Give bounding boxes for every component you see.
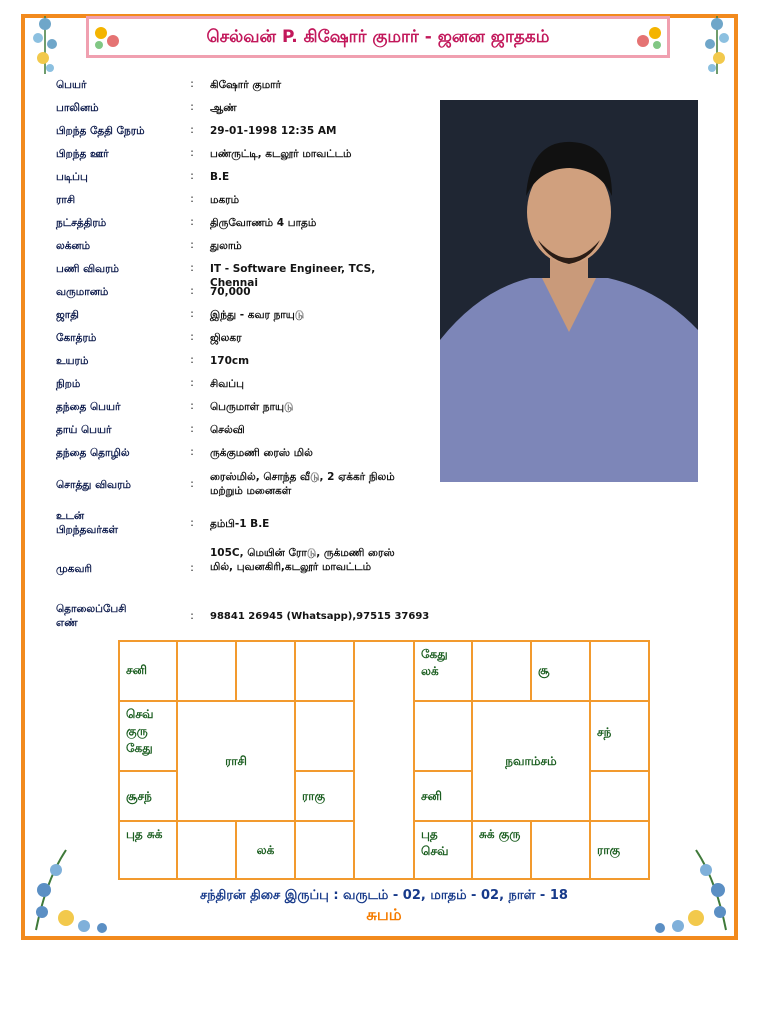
navamsa-cell bbox=[589, 640, 650, 702]
navamsa-cell: சுக் குரு bbox=[471, 820, 532, 880]
navamsa-cell bbox=[589, 770, 650, 822]
rasi-cell bbox=[294, 640, 355, 702]
page-title: செல்வன் P. கிஷோர் குமார் - ஜனன ஜாதகம் bbox=[206, 27, 550, 47]
chart-separator bbox=[353, 640, 415, 880]
navamsa-cell: கேது லக் bbox=[413, 640, 473, 702]
title-banner bbox=[86, 16, 670, 58]
navamsa-cell: சனி bbox=[413, 770, 473, 822]
navamsa-cell: சூ bbox=[530, 640, 591, 702]
navamsa-cell: ராகு bbox=[589, 820, 650, 880]
flower-corner-top-left bbox=[28, 14, 62, 76]
navamsa-cell: புத செவ் bbox=[413, 820, 473, 880]
rasi-cell: சூசந் bbox=[118, 770, 178, 822]
navamsa-cell bbox=[413, 700, 473, 772]
flower-right-icon bbox=[631, 21, 665, 53]
flower-corner-top-right bbox=[700, 14, 734, 76]
rasi-cell: செவ் குரு கேது bbox=[118, 700, 178, 772]
rasi-cell bbox=[176, 820, 237, 880]
detail-row: சொத்து விவரம் : ரைஸ்மில், சொந்த வீடு, 2 ஏக்கர் நிலம் மற்றும் மனைகள் bbox=[56, 471, 395, 497]
rasi-cell: லக் bbox=[235, 820, 296, 880]
detail-row: முகவரி : 105C, மெயின் ரோடு, ருக்மணி ரைஸ் மில், புவனகிரி,கடலூர் மாவட்டம் bbox=[56, 547, 395, 575]
detail-row: தொலைப்பேசி எண் : 98841 26945 (Whatsapp),97515 37693 bbox=[56, 603, 430, 629]
rasi-center: ராசி bbox=[176, 700, 296, 822]
rasi-cell bbox=[235, 640, 296, 702]
dasa-info: சந்திரன் திசை இருப்பு : வருடம் - 02, மாதம் - 02, நாள் - 18 bbox=[200, 888, 568, 903]
navamsa-cell: சந் bbox=[589, 700, 650, 772]
rasi-cell bbox=[176, 640, 237, 702]
detail-row: உடன் பிறந்தவர்கள் : தம்பி-1 B.E bbox=[56, 510, 270, 536]
rasi-cell: ராகு bbox=[294, 770, 355, 822]
horoscope-charts bbox=[118, 640, 650, 880]
profile-photo bbox=[440, 100, 698, 482]
rasi-cell bbox=[294, 820, 355, 880]
navamsa-cell bbox=[471, 640, 532, 702]
rasi-cell: சனி bbox=[118, 640, 178, 702]
rasi-cell: புத சுக் bbox=[118, 820, 178, 880]
navamsa-cell bbox=[530, 820, 591, 880]
footer-subam: சுபம் bbox=[366, 905, 402, 924]
rasi-cell bbox=[294, 700, 355, 772]
navamsa-center: நவாம்சம் bbox=[471, 700, 591, 822]
